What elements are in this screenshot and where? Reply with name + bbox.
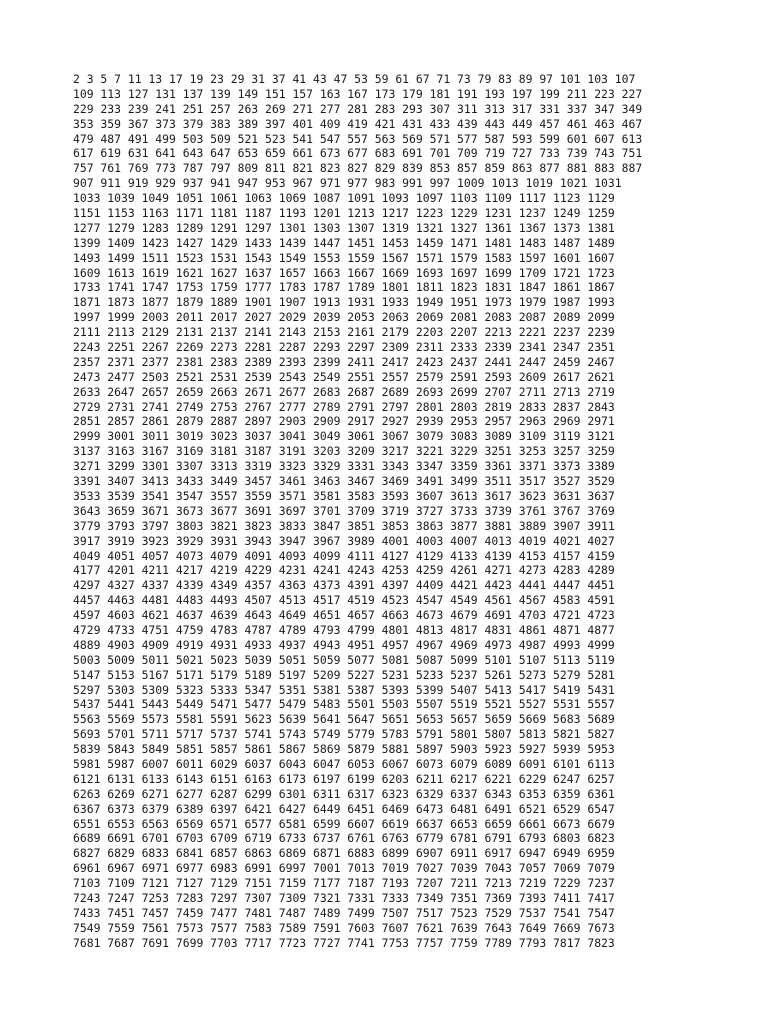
text-line: 7549 7559 7561 7573 7577 7583 7589 7591 7603 7607 7621 7639 7643 7649 7669 7673 — [73, 920, 615, 935]
text-line: 5563 5569 5573 5581 5591 5623 5639 5641 5647 5651 5653 5657 5659 5669 5683 5689 — [73, 712, 615, 727]
text-line: 757 761 769 773 787 797 809 811 821 823 827 829 839 853 857 859 863 877 881 883 887 — [73, 161, 643, 176]
text-line: 5981 5987 6007 6011 6029 6037 6043 6047 6053 6067 6073 6079 6089 6091 6101 6113 — [73, 756, 615, 771]
text-line: 7433 7451 7457 7459 7477 7481 7487 7489 7499 7507 7517 7523 7529 7537 7541 7547 — [73, 905, 615, 920]
text-line: 353 359 367 373 379 383 389 397 401 409 419 421 431 433 439 443 449 457 461 463 467 — [73, 116, 643, 131]
text-line: 2999 3001 3011 3019 3023 3037 3041 3049 3061 3067 3079 3083 3089 3109 3119 3121 — [73, 429, 615, 444]
text-line: 3533 3539 3541 3547 3557 3559 3571 3581 3583 3593 3607 3613 3617 3623 3631 3637 — [73, 488, 615, 503]
text-line: 6121 6131 6133 6143 6151 6163 6173 6197 6199 6203 6211 6217 6221 6229 6247 6257 — [73, 771, 615, 786]
text-line: 1997 1999 2003 2011 2017 2027 2029 2039 2053 2063 2069 2081 2083 2087 2089 2099 — [73, 310, 615, 325]
text-line: 2357 2371 2377 2381 2383 2389 2393 2399 2411 2417 2423 2437 2441 2447 2459 2467 — [73, 354, 615, 369]
text-line: 1151 1153 1163 1171 1181 1187 1193 1201 1213 1217 1223 1229 1231 1237 1249 1259 — [73, 206, 615, 221]
text-line: 1871 1873 1877 1879 1889 1901 1907 1913 1931 1933 1949 1951 1973 1979 1987 1993 — [73, 295, 615, 310]
text-line: 7681 7687 7691 7699 7703 7717 7723 7727 7741 7753 7757 7759 7789 7793 7817 7823 — [73, 935, 615, 950]
prime-number-list — [73, 72, 733, 951]
text-line: 1033 1039 1049 1051 1061 1063 1069 1087 1091 1093 1097 1103 1109 1117 1123 1129 — [73, 191, 615, 206]
text-line: 4729 4733 4751 4759 4783 4787 4789 4793 4799 4801 4813 4817 4831 4861 4871 4877 — [73, 622, 615, 637]
text-line: 4049 4051 4057 4073 4079 4091 4093 4099 4111 4127 4129 4133 4139 4153 4157 4159 — [73, 548, 615, 563]
text-line: 6263 6269 6271 6277 6287 6299 6301 6311 6317 6323 6329 6337 6343 6353 6359 6361 — [73, 786, 615, 801]
text-line: 1399 1409 1423 1427 1429 1433 1439 1447 1451 1453 1459 1471 1481 1483 1487 1489 — [73, 235, 615, 250]
text-line: 4457 4463 4481 4483 4493 4507 4513 4517 4519 4523 4547 4549 4561 4567 4583 4591 — [73, 593, 615, 608]
text-line: 1493 1499 1511 1523 1531 1543 1549 1553 1559 1567 1571 1579 1583 1597 1601 1607 — [73, 250, 615, 265]
text-line: 1733 1741 1747 1753 1759 1777 1783 1787 1789 1801 1811 1823 1831 1847 1861 1867 — [73, 280, 615, 295]
text-line: 479 487 491 499 503 509 521 523 541 547 557 563 569 571 577 587 593 599 601 607 613 — [73, 131, 643, 146]
text-line: 6827 6829 6833 6841 6857 6863 6869 6871 6883 6899 6907 6911 6917 6947 6949 6959 — [73, 846, 615, 861]
text-line: 4177 4201 4211 4217 4219 4229 4231 4241 4243 4253 4259 4261 4271 4273 4283 4289 — [73, 563, 615, 578]
text-line: 3137 3163 3167 3169 3181 3187 3191 3203 3209 3217 3221 3229 3251 3253 3257 3259 — [73, 444, 615, 459]
text-line: 5297 5303 5309 5323 5333 5347 5351 5381 5387 5393 5399 5407 5413 5417 5419 5431 — [73, 682, 615, 697]
text-line: 6689 6691 6701 6703 6709 6719 6733 6737 6761 6763 6779 6781 6791 6793 6803 6823 — [73, 831, 615, 846]
text-line: 3271 3299 3301 3307 3313 3319 3323 3329 3331 3343 3347 3359 3361 3371 3373 3389 — [73, 459, 615, 474]
text-line: 229 233 239 241 251 257 263 269 271 277 281 283 293 307 311 313 317 331 337 347 349 — [73, 101, 643, 116]
text-line: 3917 3919 3923 3929 3931 3943 3947 3967 3989 4001 4003 4007 4013 4019 4021 4027 — [73, 533, 615, 548]
text-line: 6551 6553 6563 6569 6571 6577 6581 6599 6607 6619 6637 6653 6659 6661 6673 6679 — [73, 816, 615, 831]
text-line: 109 113 127 131 137 139 149 151 157 163 167 173 179 181 191 193 197 199 211 223 227 — [73, 86, 643, 101]
text-line: 5003 5009 5011 5021 5023 5039 5051 5059 5077 5081 5087 5099 5101 5107 5113 5119 — [73, 652, 615, 667]
text-line: 4597 4603 4621 4637 4639 4643 4649 4651 4657 4663 4673 4679 4691 4703 4721 4723 — [73, 608, 615, 623]
text-line: 1609 1613 1619 1621 1627 1637 1657 1663 1667 1669 1693 1697 1699 1709 1721 1723 — [73, 265, 615, 280]
text-line: 907 911 919 929 937 941 947 953 967 971 977 983 991 997 1009 1013 1019 1021 1031 — [73, 176, 622, 191]
text-line: 5693 5701 5711 5717 5737 5741 5743 5749 5779 5783 5791 5801 5807 5813 5821 5827 — [73, 727, 615, 742]
text-line: 2729 2731 2741 2749 2753 2767 2777 2789 2791 2797 2801 2803 2819 2833 2837 2843 — [73, 399, 615, 414]
text-line: 2111 2113 2129 2131 2137 2141 2143 2153 2161 2179 2203 2207 2213 2221 2237 2239 — [73, 325, 615, 340]
text-line: 6961 6967 6971 6977 6983 6991 6997 7001 7013 7019 7027 7039 7043 7057 7069 7079 — [73, 861, 615, 876]
text-line: 617 619 631 641 643 647 653 659 661 673 677 683 691 701 709 719 727 733 739 743 751 — [73, 146, 643, 161]
text-line: 5147 5153 5167 5171 5179 5189 5197 5209 5227 5231 5233 5237 5261 5273 5279 5281 — [73, 667, 615, 682]
text-line: 3779 3793 3797 3803 3821 3823 3833 3847 3851 3853 3863 3877 3881 3889 3907 3911 — [73, 518, 615, 533]
text-line: 5839 5843 5849 5851 5857 5861 5867 5869 5879 5881 5897 5903 5923 5927 5939 5953 — [73, 742, 615, 757]
text-line: 5437 5441 5443 5449 5471 5477 5479 5483 5501 5503 5507 5519 5521 5527 5531 5557 — [73, 697, 615, 712]
text-line: 7103 7109 7121 7127 7129 7151 7159 7177 7187 7193 7207 7211 7213 7219 7229 7237 — [73, 876, 615, 891]
text-line: 2 3 5 7 11 13 17 19 23 29 31 37 41 43 47 53 59 61 67 71 73 79 83 89 97 101 103 107 — [73, 72, 636, 86]
text-line: 7243 7247 7253 7283 7297 7307 7309 7321 7331 7333 7349 7351 7369 7393 7411 7417 — [73, 890, 615, 905]
text-line: 2633 2647 2657 2659 2663 2671 2677 2683 2687 2689 2693 2699 2707 2711 2713 2719 — [73, 384, 615, 399]
text-line: 6367 6373 6379 6389 6397 6421 6427 6449 6451 6469 6473 6481 6491 6521 6529 6547 — [73, 801, 615, 816]
text-line: 2243 2251 2267 2269 2273 2281 2287 2293 2297 2309 2311 2333 2339 2341 2347 2351 — [73, 340, 615, 355]
text-line: 3391 3407 3413 3433 3449 3457 3461 3463 3467 3469 3491 3499 3511 3517 3527 3529 — [73, 474, 615, 489]
text-line: 4889 4903 4909 4919 4931 4933 4937 4943 4951 4957 4967 4969 4973 4987 4993 4999 — [73, 637, 615, 652]
text-line: 2473 2477 2503 2521 2531 2539 2543 2549 2551 2557 2579 2591 2593 2609 2617 2621 — [73, 369, 615, 384]
text-line: 1277 1279 1283 1289 1291 1297 1301 1303 1307 1319 1321 1327 1361 1367 1373 1381 — [73, 220, 615, 235]
text-line: 2851 2857 2861 2879 2887 2897 2903 2909 2917 2927 2939 2953 2957 2963 2969 2971 — [73, 414, 615, 429]
text-line: 4297 4327 4337 4339 4349 4357 4363 4373 4391 4397 4409 4421 4423 4441 4447 4451 — [73, 578, 615, 593]
text-line: 3643 3659 3671 3673 3677 3691 3697 3701 3709 3719 3727 3733 3739 3761 3767 3769 — [73, 503, 615, 518]
